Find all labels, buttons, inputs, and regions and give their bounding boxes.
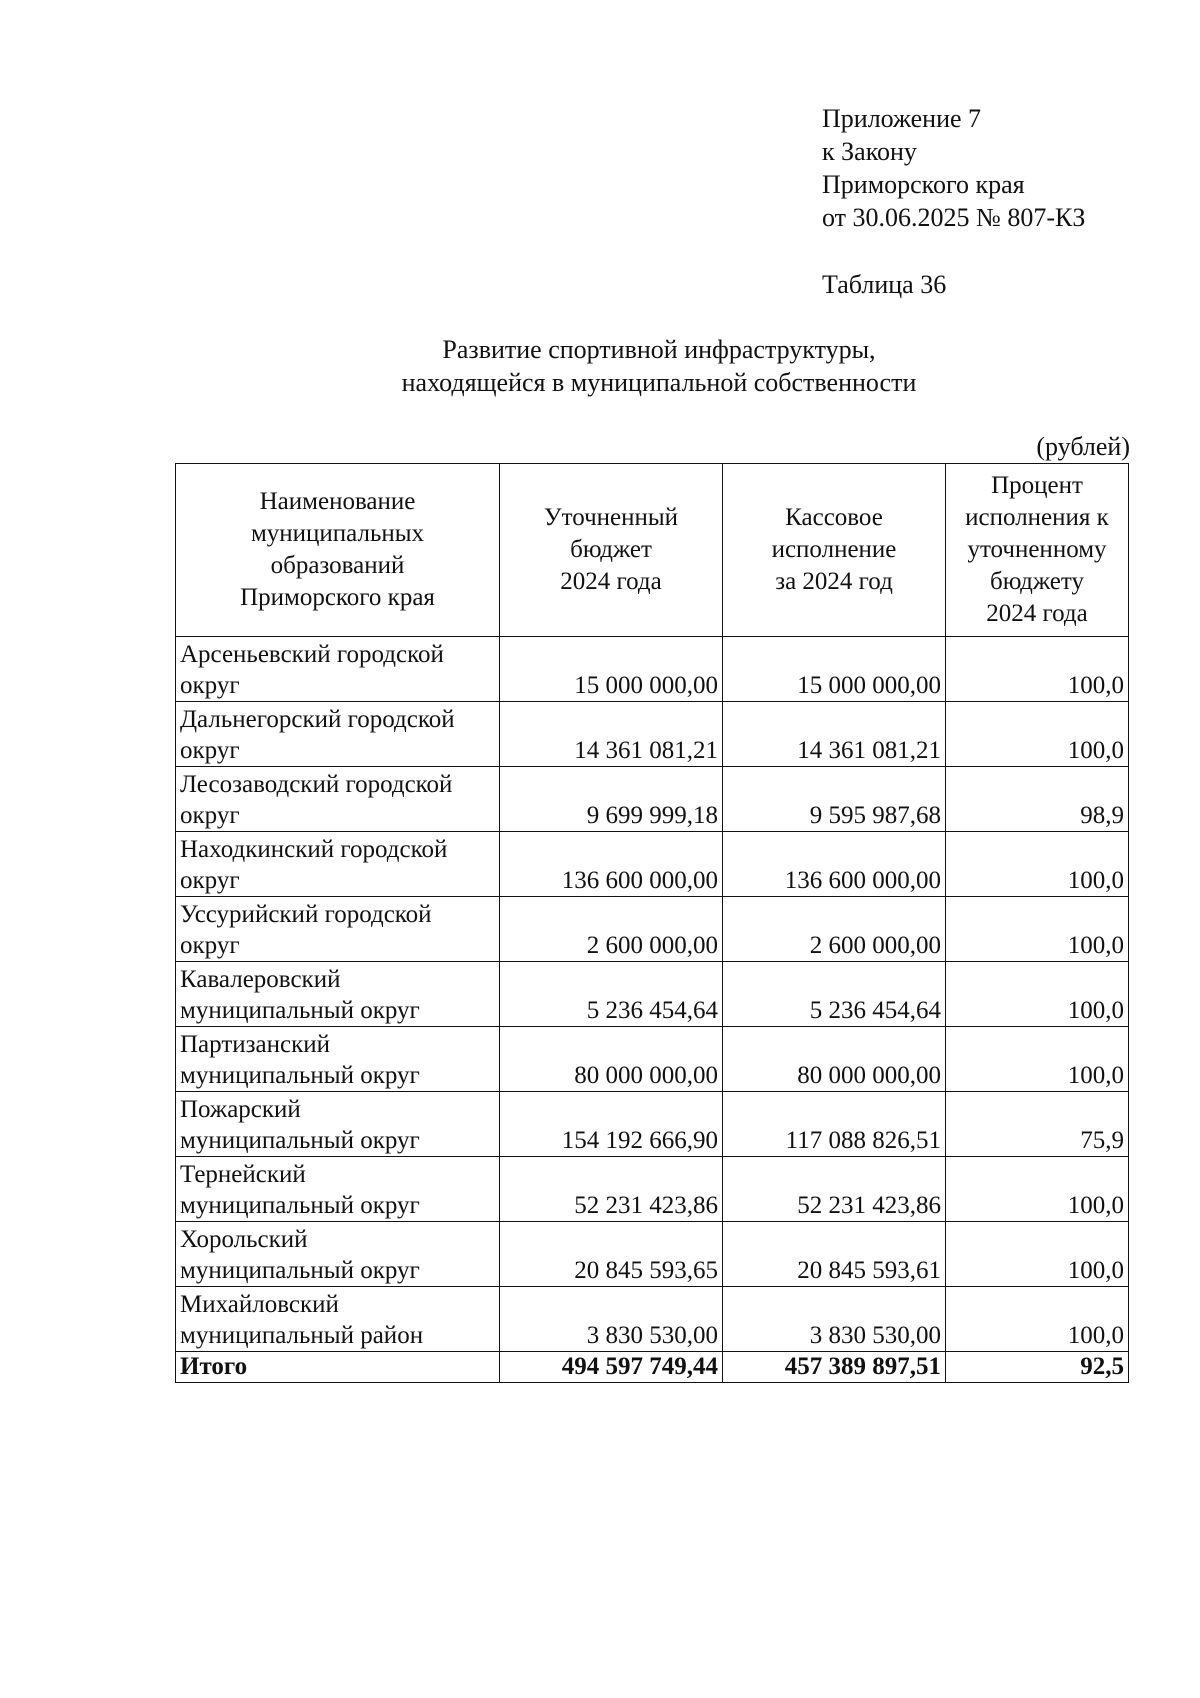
row-name-line: муниципальный округ: [180, 1192, 420, 1219]
annex-line: Приморского края: [822, 170, 1025, 199]
row-execution: 9 595 987,68: [723, 767, 946, 832]
table-row: [176, 1092, 1129, 1157]
header-line: исполнение: [771, 536, 897, 563]
row-name-line: округ: [180, 802, 240, 829]
row-name-line: округ: [180, 932, 240, 959]
row-name: [176, 962, 500, 1027]
row-percent: 100,0: [946, 832, 1129, 897]
total-execution: 457 389 897,51: [723, 1352, 946, 1383]
row-budget: 136 600 000,00: [500, 832, 723, 897]
row-name: [176, 767, 500, 832]
table-row: [176, 897, 1129, 962]
row-execution: 14 361 081,21: [723, 702, 946, 767]
row-name-line: Находкинский городской: [180, 836, 448, 863]
header-percent: [946, 464, 1129, 637]
total-label: Итого: [176, 1352, 500, 1383]
table-row: [176, 1157, 1129, 1222]
header-line: бюджет: [570, 536, 652, 563]
row-name: [176, 1287, 500, 1352]
row-execution: 20 845 593,61: [723, 1222, 946, 1287]
table-row: [176, 767, 1129, 832]
header-line: Приморского края: [240, 584, 435, 611]
row-percent: 100,0: [946, 962, 1129, 1027]
row-name-line: Дальнегорский городской: [180, 706, 455, 733]
row-percent: 100,0: [946, 1157, 1129, 1222]
total-budget: 494 597 749,44: [500, 1352, 723, 1383]
row-percent: 100,0: [946, 1287, 1129, 1352]
row-name-line: округ: [180, 737, 240, 764]
row-name-line: Партизанский: [180, 1031, 330, 1058]
row-name: [176, 832, 500, 897]
row-budget: 3 830 530,00: [500, 1287, 723, 1352]
header-budget: [500, 464, 723, 637]
title-line: Развитие спортивной инфраструктуры,: [442, 335, 876, 364]
row-execution: 2 600 000,00: [723, 897, 946, 962]
header-line: Уточненный: [543, 504, 679, 531]
row-name-line: Пожарский: [180, 1096, 301, 1123]
row-budget: 9 699 999,18: [500, 767, 723, 832]
row-execution: 80 000 000,00: [723, 1027, 946, 1092]
header-line: уточненному: [967, 536, 1107, 563]
row-name: [176, 637, 500, 702]
row-execution: 117 088 826,51: [723, 1092, 946, 1157]
row-percent: 100,0: [946, 637, 1129, 702]
header-line: исполнения к: [965, 504, 1109, 531]
table-row: [176, 1287, 1129, 1352]
table-row: [176, 637, 1129, 702]
title-line: находящейся в муниципальной собственности: [401, 368, 917, 397]
row-name-line: Кавалеровский: [180, 966, 341, 993]
budget-table: [175, 463, 1129, 1383]
header-line: Наименование: [259, 488, 416, 515]
row-name-line: Михайловский: [180, 1291, 339, 1318]
annex-reference: [822, 102, 1085, 234]
row-name-line: округ: [180, 672, 240, 699]
row-percent: 100,0: [946, 702, 1129, 767]
row-percent: 98,9: [946, 767, 1129, 832]
header-name: [176, 464, 500, 637]
annex-line: к Закону: [822, 137, 917, 166]
header-line: бюджету: [990, 568, 1084, 595]
row-name-line: Хорольский: [180, 1226, 308, 1253]
header-execution: [723, 464, 946, 637]
header-line: Кассовое: [785, 504, 883, 531]
row-name: [176, 1157, 500, 1222]
row-budget: 20 845 593,65: [500, 1222, 723, 1287]
row-budget: 52 231 423,86: [500, 1157, 723, 1222]
row-name-line: муниципальный округ: [180, 1062, 420, 1089]
row-name: [176, 1027, 500, 1092]
table-row: [176, 702, 1129, 767]
table-row: [176, 832, 1129, 897]
row-budget: 5 236 454,64: [500, 962, 723, 1027]
row-execution: 136 600 000,00: [723, 832, 946, 897]
row-name: [176, 897, 500, 962]
header-row: [176, 464, 1129, 637]
table-row: [176, 962, 1129, 1027]
row-name-line: муниципальный округ: [180, 997, 420, 1024]
total-row: [176, 1352, 1129, 1383]
units-label: (рублей): [1036, 432, 1130, 461]
header-line: за 2024 год: [775, 568, 893, 595]
row-execution: 3 830 530,00: [723, 1287, 946, 1352]
table-number: Таблица 36: [822, 270, 947, 299]
row-name-line: муниципальный район: [180, 1322, 424, 1349]
row-name-line: округ: [180, 867, 240, 894]
table-row: [176, 1027, 1129, 1092]
row-percent: 75,9: [946, 1092, 1129, 1157]
header-line: Процент: [991, 472, 1083, 499]
row-budget: 14 361 081,21: [500, 702, 723, 767]
row-name-line: Лесозаводский городской: [180, 771, 453, 798]
row-name-line: Тернейский: [180, 1161, 306, 1188]
annex-line: от 30.06.2025 № 807-КЗ: [822, 203, 1086, 232]
table-row: [176, 1222, 1129, 1287]
row-percent: 100,0: [946, 897, 1129, 962]
row-budget: 154 192 666,90: [500, 1092, 723, 1157]
row-name-line: Арсеньевский городской: [180, 641, 444, 668]
row-name-line: Уссурийский городской: [180, 901, 432, 928]
row-percent: 100,0: [946, 1222, 1129, 1287]
row-name-line: муниципальный округ: [180, 1257, 420, 1284]
row-execution: 15 000 000,00: [723, 637, 946, 702]
row-name: [176, 702, 500, 767]
row-execution: 5 236 454,64: [723, 962, 946, 1027]
row-name: [176, 1092, 500, 1157]
row-name-line: муниципальный округ: [180, 1127, 420, 1154]
row-execution: 52 231 423,86: [723, 1157, 946, 1222]
header-line: 2024 года: [560, 568, 662, 595]
row-budget: 80 000 000,00: [500, 1027, 723, 1092]
document-title: [0, 333, 1200, 399]
header-line: 2024 года: [986, 600, 1088, 627]
row-name: [176, 1222, 500, 1287]
row-budget: 15 000 000,00: [500, 637, 723, 702]
header-line: образований: [270, 552, 405, 579]
total-percent: 92,5: [946, 1352, 1129, 1383]
annex-line: Приложение 7: [822, 104, 982, 133]
row-budget: 2 600 000,00: [500, 897, 723, 962]
header-line: муниципальных: [250, 520, 425, 547]
row-percent: 100,0: [946, 1027, 1129, 1092]
